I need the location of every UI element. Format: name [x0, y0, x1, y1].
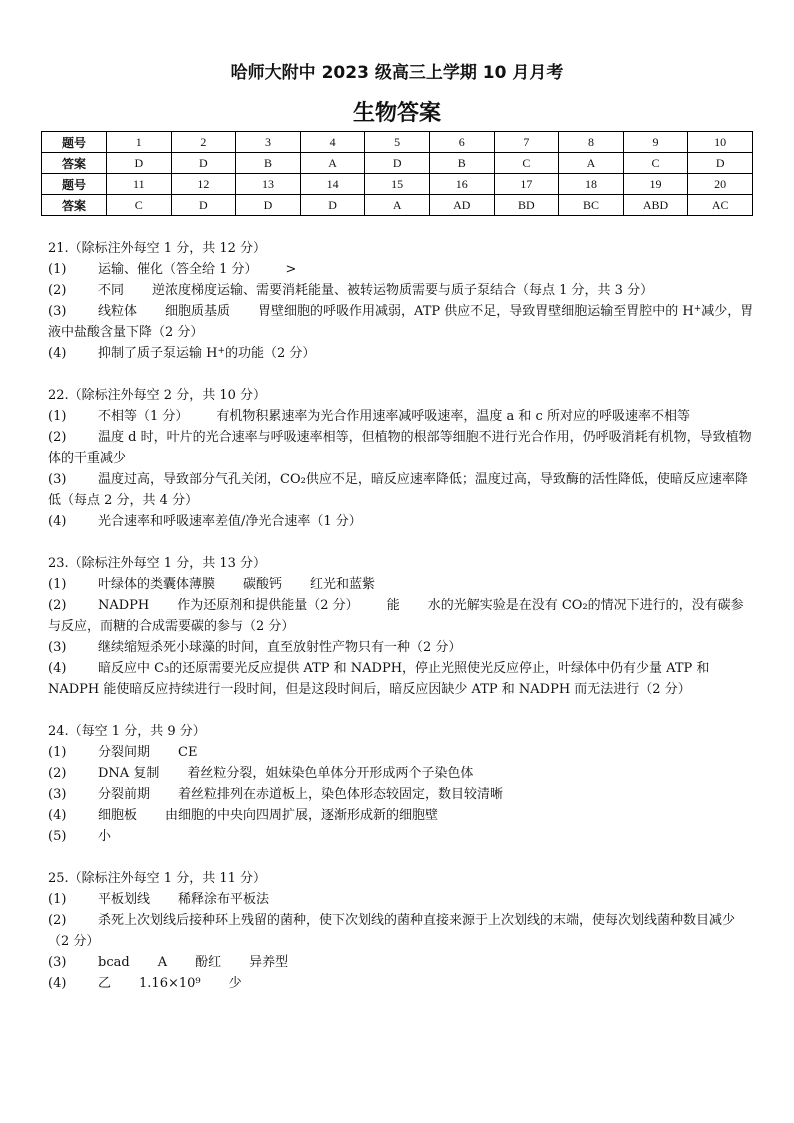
sub-question-number: (1) — [48, 892, 67, 907]
table-cell: 5 — [365, 132, 430, 153]
answer-text: 1.16×10⁹ — [139, 976, 201, 991]
row-label: 题号 — [42, 132, 107, 153]
table-cell: A — [300, 153, 365, 174]
sub-question-number: (2) — [48, 913, 67, 928]
table-row — [42, 195, 753, 216]
answer-sections — [48, 238, 756, 994]
answer-text: 红光和蓝紫 — [310, 577, 376, 592]
table-cell: 8 — [559, 132, 624, 153]
table-cell: C — [494, 153, 559, 174]
table-cell: 9 — [623, 132, 688, 153]
answer-text: 胃壁细胞的呼吸作用减弱，ATP 供应不足，导致胃壁细胞运输至胃腔中的 H+减少，胃液中盐酸含量下降（2 分） — [48, 304, 754, 340]
table-cell: 10 — [688, 132, 753, 153]
table-cell: D — [171, 153, 236, 174]
sub-question-number: (1) — [48, 262, 67, 277]
answer-text: 异养型 — [249, 955, 289, 970]
table-cell: A — [365, 195, 430, 216]
question-section — [48, 553, 756, 700]
sub-question-number: (1) — [48, 577, 67, 592]
question-header: 22.（除标注外每空 2 分，共 10 分） — [48, 388, 267, 403]
table-cell: BC — [559, 195, 624, 216]
answer-text: DNA 复制 — [98, 766, 160, 781]
answer-text: 不同 — [98, 283, 125, 298]
table-row — [42, 174, 753, 195]
answer-line — [48, 574, 756, 595]
question-section — [48, 385, 756, 532]
table-cell: D — [107, 153, 172, 174]
answer-text: > — [285, 262, 297, 277]
table-cell: D — [171, 195, 236, 216]
table-cell: BD — [494, 195, 559, 216]
question-header: 23.（除标注外每空 1 分，共 13 分） — [48, 556, 267, 571]
page-title: 哈师大附中 2023 级高三上学期 10 月月考 — [230, 63, 564, 83]
answer-text: 杀死上次划线后接种环上残留的菌种，使下次划线的菌种直接来源于上次划线的末端，使每次划线菌种数目减少（2 分） — [48, 913, 736, 949]
answer-line — [48, 952, 756, 973]
answer-line — [48, 973, 756, 994]
sub-question-number: (4) — [48, 976, 67, 991]
answer-line — [48, 889, 756, 910]
row-label: 答案 — [42, 153, 107, 174]
table-row — [42, 132, 753, 153]
sub-question-number: (1) — [48, 409, 67, 424]
sub-question-number: (4) — [48, 808, 67, 823]
table-cell: 2 — [171, 132, 236, 153]
answer-text: bcad — [98, 955, 130, 970]
answer-line — [48, 826, 756, 847]
answer-line — [48, 595, 756, 637]
question-header: 25.（除标注外每空 1 分，共 11 分） — [48, 871, 267, 886]
table-cell: 16 — [429, 174, 494, 195]
answer-text: 稀释涂布平板法 — [178, 892, 270, 907]
table-cell: D — [300, 195, 365, 216]
answer-text: 少 — [228, 976, 242, 991]
table-cell: D — [236, 195, 301, 216]
sub-question-number: (1) — [48, 745, 67, 760]
row-label: 题号 — [42, 174, 107, 195]
answer-text: 分裂前期 — [98, 787, 151, 802]
table-cell: C — [623, 153, 688, 174]
answer-text: 水的光解实验是在没有 CO₂的情况下进行的，没有碳参与反应，而糖的合成需要碳的参与（2 分） — [48, 598, 744, 634]
question-header: 21.（除标注外每空 1 分，共 12 分） — [48, 241, 267, 256]
table-cell: 12 — [171, 174, 236, 195]
answer-text: 继续缩短杀死小球藻的时间，直至放射性产物只有一种（2 分） — [98, 640, 462, 655]
table-cell: 14 — [300, 174, 365, 195]
table-cell: 19 — [623, 174, 688, 195]
answer-line — [48, 343, 756, 364]
answer-text: 不相等（1 分） — [98, 409, 189, 424]
sub-question-number: (4) — [48, 661, 67, 676]
table-cell: 1 — [107, 132, 172, 153]
answer-line — [48, 637, 756, 658]
answer-text: 着丝粒分裂，姐妹染色单体分开形成两个子染色体 — [187, 766, 474, 781]
answer-text: 小 — [98, 829, 112, 844]
answer-line — [48, 469, 756, 511]
table-cell: AD — [429, 195, 494, 216]
table-cell: D — [365, 153, 430, 174]
answer-text: 逆浓度梯度运输、需要消耗能量、被转运物质需要与质子泵结合（每点 1 分，共 3 分） — [152, 283, 654, 298]
answer-text: 作为还原剂和提供能量（2 分） — [177, 598, 359, 613]
row-label: 答案 — [42, 195, 107, 216]
sub-question-number: (3) — [48, 955, 67, 970]
table-row — [42, 153, 753, 174]
sub-question-number: (3) — [48, 304, 67, 319]
sub-question-number: (3) — [48, 640, 67, 655]
answer-line — [48, 280, 756, 301]
table-cell: 11 — [107, 174, 172, 195]
answer-text: 叶绿体的类囊体薄膜 — [98, 577, 216, 592]
table-cell: 7 — [494, 132, 559, 153]
answer-line — [48, 259, 756, 280]
answer-text: 光合速率和呼吸速率差值/净光合速率（1 分） — [98, 514, 362, 529]
sub-question-number: (4) — [48, 514, 67, 529]
answer-line — [48, 742, 756, 763]
answer-line — [48, 406, 756, 427]
answer-text: NADPH — [98, 598, 150, 613]
answer-text: 抑制了质子泵运输 H+的功能（2 分） — [98, 346, 316, 361]
answer-text: 细胞质基质 — [165, 304, 231, 319]
table-cell: 18 — [559, 174, 624, 195]
question-header: 24.（每空 1 分，共 9 分） — [48, 724, 206, 739]
table-cell: B — [429, 153, 494, 174]
answer-text: 酚红 — [195, 955, 222, 970]
table-cell: B — [236, 153, 301, 174]
table-cell: ABD — [623, 195, 688, 216]
page-subtitle: 生物答案 — [352, 101, 441, 126]
table-cell: AC — [688, 195, 753, 216]
sub-question-number: (3) — [48, 472, 67, 487]
table-cell: A — [559, 153, 624, 174]
answer-text: A — [157, 955, 168, 970]
table-cell: 6 — [429, 132, 494, 153]
sub-question-number: (2) — [48, 283, 67, 298]
answer-text: CE — [178, 745, 198, 760]
question-section — [48, 721, 756, 847]
answer-text: 细胞板 — [98, 808, 138, 823]
answer-line — [48, 805, 756, 826]
table-cell: 20 — [688, 174, 753, 195]
answer-text: 暗反应中 C₃的还原需要光反应提供 ATP 和 NADPH，停止光照使光反应停止，叶绿体中仍有少量 ATP 和 NADPH 能使暗反应持续进行一段时间，但是这段时间后，暗反应因缺少 ATP 和 NADPH 而无法进行（2 分） — [48, 661, 710, 697]
answer-line — [48, 784, 756, 805]
table-cell: 13 — [236, 174, 301, 195]
sub-question-number: (5) — [48, 829, 67, 844]
question-section — [48, 868, 756, 994]
answer-text: 平板划线 — [98, 892, 151, 907]
answer-text: 着丝粒排列在赤道板上，染色体形态较固定，数目较清晰 — [178, 787, 504, 802]
answer-text: 有机物积累速率为光合作用速率减呼吸速率，温度 a 和 c 所对应的呼吸速率不相等 — [216, 409, 690, 424]
answer-text: 温度过高，导致部分气孔关闭，CO₂供应不足，暗反应速率降低；温度过高，导致酶的活性降低，使暗反应速率降低（每点 2 分，共 4 分） — [48, 472, 748, 508]
answer-line — [48, 910, 756, 952]
table-cell: 15 — [365, 174, 430, 195]
answer-text: 乙 — [98, 976, 112, 991]
table-cell: D — [688, 153, 753, 174]
answer-line — [48, 658, 756, 700]
table-cell: 3 — [236, 132, 301, 153]
sub-question-number: (2) — [48, 598, 67, 613]
sub-question-number: (4) — [48, 346, 67, 361]
table-cell: 17 — [494, 174, 559, 195]
answer-line — [48, 427, 756, 469]
answer-text: 由细胞的中央向四周扩展，逐渐形成新的细胞壁 — [165, 808, 439, 823]
sub-question-number: (3) — [48, 787, 67, 802]
question-section — [48, 238, 756, 364]
sub-question-number: (2) — [48, 430, 67, 445]
answer-line — [48, 511, 756, 532]
table-cell: C — [107, 195, 172, 216]
answer-text: 分裂间期 — [98, 745, 151, 760]
answer-text: 能 — [386, 598, 400, 613]
answer-text: 温度 d 时，叶片的光合速率与呼吸速率相等，但植物的根部等细胞不进行光合作用，仍呼吸消耗有机物，导致植物体的干重减少 — [48, 430, 752, 466]
table-cell: 4 — [300, 132, 365, 153]
answer-text: 碳酸钙 — [243, 577, 283, 592]
answer-line — [48, 763, 756, 784]
answer-line — [48, 301, 756, 343]
sub-question-number: (2) — [48, 766, 67, 781]
answer-text: 线粒体 — [98, 304, 138, 319]
answer-text: 运输、催化（答全给 1 分） — [98, 262, 258, 277]
answer-table — [41, 131, 753, 216]
